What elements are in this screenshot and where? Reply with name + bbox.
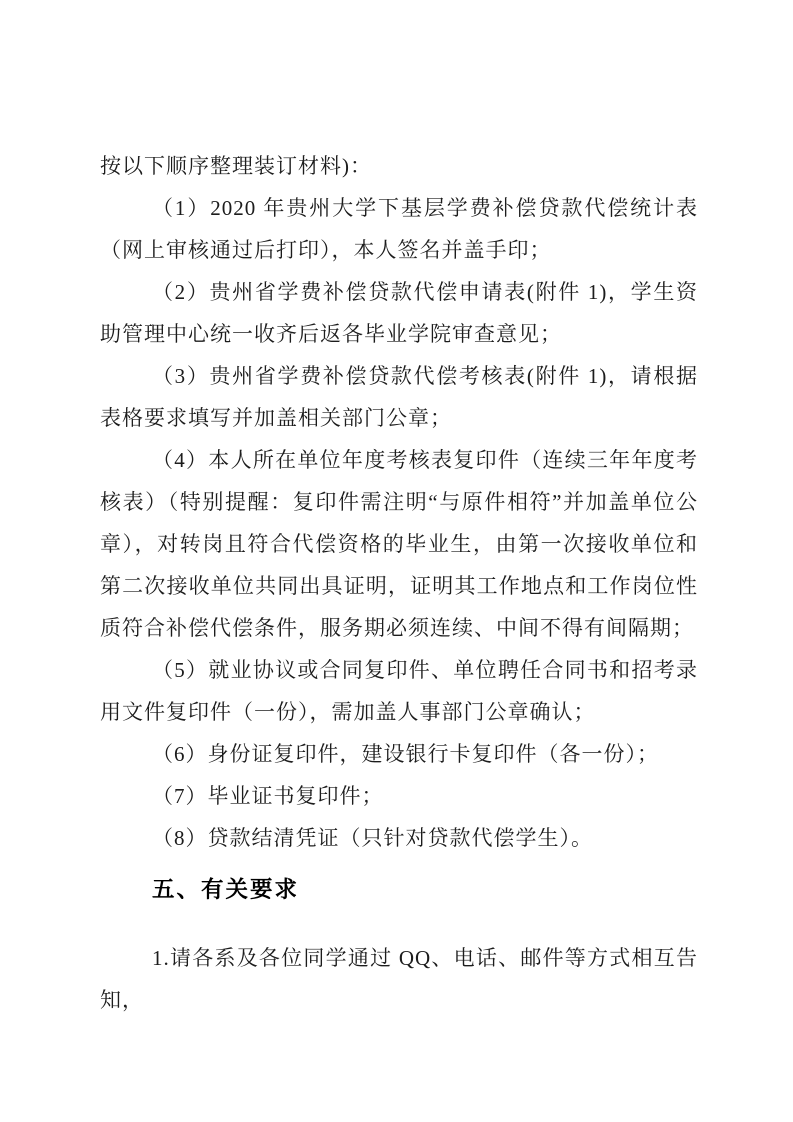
document-content bbox=[100, 145, 698, 1021]
material-item-1: （1）2020 年贵州大学下基层学费补偿贷款代偿统计表（网上审核通过后打印），本人签名并盖手印； bbox=[100, 196, 698, 262]
material-item-4: （4）本人所在单位年度考核表复印件（连续三年年度考核表）（特别提醒：复印件需注明“与原件相符”并加盖单位公章），对转岗且符合代偿资格的毕业生，由第一次接收单位和第二次接收单位共同出具证明，证明其工作地点和工作岗位性质符合补偿代偿条件，服务期必须连续、中间不得有间隔期； bbox=[100, 448, 698, 640]
carryover-line: 按以下顺序整理装订材料)： bbox=[100, 154, 372, 178]
section-heading-requirements: 五、有关要求 bbox=[152, 877, 300, 902]
material-item-3: （3）贵州省学费补偿贷款代偿考核表(附件 1)，请根据表格要求填写并加盖相关部门公章； bbox=[100, 364, 698, 430]
material-item-2: （2）贵州省学费补偿贷款代偿申请表(附件 1)，学生资助管理中心统一收齐后返各毕业学院审查意见； bbox=[100, 280, 698, 346]
material-item-5: （5）就业协议或合同复印件、单位聘任合同书和招考录用文件复印件（一份），需加盖人事部门公章确认； bbox=[100, 658, 698, 724]
material-item-8: （8）贷款结清凭证（只针对贷款代偿学生）。 bbox=[152, 826, 593, 850]
material-item-6: （6）身份证复印件，建设银行卡复印件（各一份）； bbox=[152, 742, 659, 766]
requirement-item-1: 1.请各系及各位同学通过 QQ、电话、邮件等方式相互告知， bbox=[100, 946, 698, 1012]
material-item-7: （7）毕业证书复印件； bbox=[152, 784, 384, 808]
